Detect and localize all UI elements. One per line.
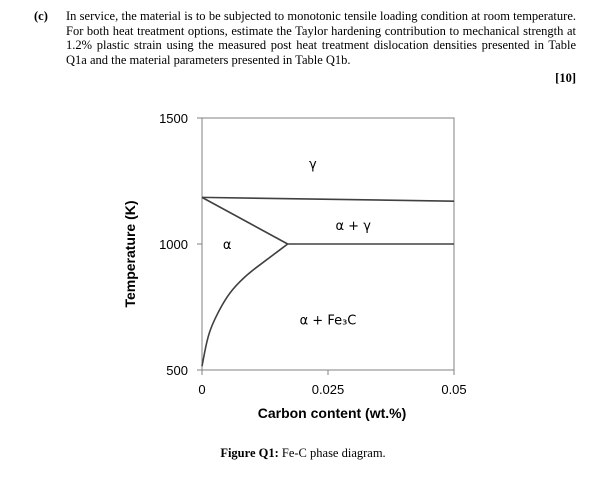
x-axis-title: Carbon content (wt.%): [257, 405, 407, 421]
phase-diagram-figure: [0, 90, 606, 450]
y-axis-title: Temperature (K): [122, 200, 138, 308]
figure-caption: [0, 446, 606, 461]
phase-region-label: γ: [309, 157, 317, 173]
phase-region-label: α: [222, 238, 232, 253]
question-label: (c): [34, 9, 48, 23]
figure-caption-text: Fe-C phase diagram.: [278, 446, 386, 460]
phase-boundary-line: [202, 197, 454, 201]
phase-region-label: α + Fe₃C: [299, 313, 357, 329]
y-tick-label: 500: [166, 363, 188, 378]
phase-boundary-line: [202, 197, 288, 244]
phase-diagram-chart: [0, 90, 606, 450]
question-text: In service, the material is to be subjected to monotonic tensile loading condition at room temperature. For both heat treatment options, estimate the Taylor hardening contribution to mechanical strength at 1.2% plastic strain using the measured post heat treatment dislocation densities presented in Table Q1a and the material parameters presented in Table Q1b.: [66, 9, 576, 67]
x-tick-label: 0.025: [311, 382, 345, 397]
x-tick-label: 0.05: [441, 382, 467, 397]
figure-caption-label: Figure Q1:: [220, 446, 279, 460]
marks-label: [10]: [555, 71, 576, 85]
x-tick-label: 0: [198, 382, 206, 397]
phase-region-label: α + γ: [335, 219, 371, 235]
y-tick-label: 1000: [159, 237, 188, 252]
y-tick-label: 1500: [159, 111, 188, 126]
phase-boundary-line: [202, 244, 288, 366]
